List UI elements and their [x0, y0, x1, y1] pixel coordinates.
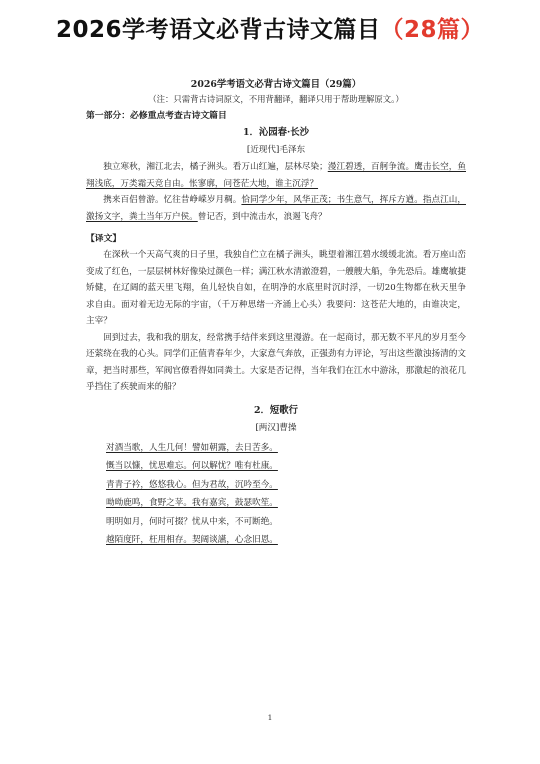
translation-paragraph: 回到过去，我和我的朋友，经常携手结伴来到这里漫游。在一起商讨，那无数不平凡的岁月至今还萦绕在我的心头。同学们正值青春年少，大家意气奔放，正强劲有力评论，写出这些激浊扬清的文章，把当时那些，军阀官僚看得如同粪土。大家是否记得，当年我们在江水中游泳，那激起的浪花几乎挡住了疾驶而来的船？ [86, 332, 466, 392]
translation-body [86, 247, 466, 396]
translation-paragraph: 在深秋一个天高气爽的日子里，我独自伫立在橘子洲头，眺望着湘江碧水缓缓北流。看万座山峦变成了红色，一层层树林好像染过颜色一样；满江秋水清澈澄碧，一艘艘大船，争先恐后。雄鹰敏捷矫健，在辽阔的蓝天里飞翔，鱼儿轻快自如，在明净的水底里时沉时浮，一切20生物都在秋天里争求自由。面对着无边无际的宇宙，（千万种思绪一齐涌上心头）我要问：这苍茫大地的，由谁决定，主宰？ [86, 250, 466, 326]
verse-line: 明明如月，何时可掇？忧从中来，不可断绝。 [106, 516, 278, 527]
document-page [86, 66, 466, 756]
poem-text: 独立寒秋，湘江北去，橘子洲头。看万山红遍，层林尽染； [103, 162, 328, 172]
document-note: （注：只需背古诗词原文，不用背翻译，翻译只用于帮助理解原文。） [148, 94, 404, 104]
verse-line: 越陌度阡，枉用相存。契阔谈讌，心念旧恩。 [106, 535, 278, 545]
banner-title [0, 0, 540, 60]
verse-line: 青青子衿，悠悠我心。但为君故，沉吟至今。 [106, 479, 278, 490]
part-heading: 第一部分：必修重点考查古诗文篇目 [86, 111, 227, 121]
poem-stanza [86, 159, 466, 192]
poem-author: [两汉]曹操 [255, 422, 297, 433]
poem-verses [106, 439, 466, 550]
document-title: 2026学考语文必背古诗文篇目（29篇） [190, 79, 362, 90]
poem-text-underlined: 恰同学少年，风华正茂；书生意气，挥斥方遒。指点江山，激扬文字，粪土当年万户侯。 [86, 195, 466, 222]
verse-line: 对酒当歌，人生几何！譬如朝露，去日苦多。 [106, 442, 278, 453]
poem-text-underlined: 漫江碧透，百舸争流。鹰击长空，鱼翔浅底，万类霜天竞自由。怅寥廓，问苍茫大地，谁主沉浮？ [86, 162, 466, 189]
banner-title-main: 2026学考语文必背古诗文篇目 [55, 17, 381, 43]
translation-label: 【译文】 [86, 234, 122, 244]
verse-line: 慨当以慷，忧思难忘。何以解忧？唯有杜康。 [106, 461, 278, 471]
banner-title-count: （28篇） [380, 17, 485, 43]
verse-line: 呦呦鹿鸣，食野之苹。我有嘉宾，鼓瑟吹笙。 [106, 498, 278, 508]
poem-title: 1．沁园春·长沙 [242, 127, 310, 138]
poem-text: 携来百侣曾游。忆往昔峥嵘岁月稠。 [103, 195, 242, 205]
poem-title: 2．短歌行 [253, 404, 299, 416]
poem-text: 曾记否，到中流击水，浪遏飞舟？ [197, 211, 327, 222]
poem-author: [近现代]毛泽东 [246, 145, 306, 155]
poem-stanza [86, 192, 466, 225]
page-number: 1 [267, 713, 273, 722]
